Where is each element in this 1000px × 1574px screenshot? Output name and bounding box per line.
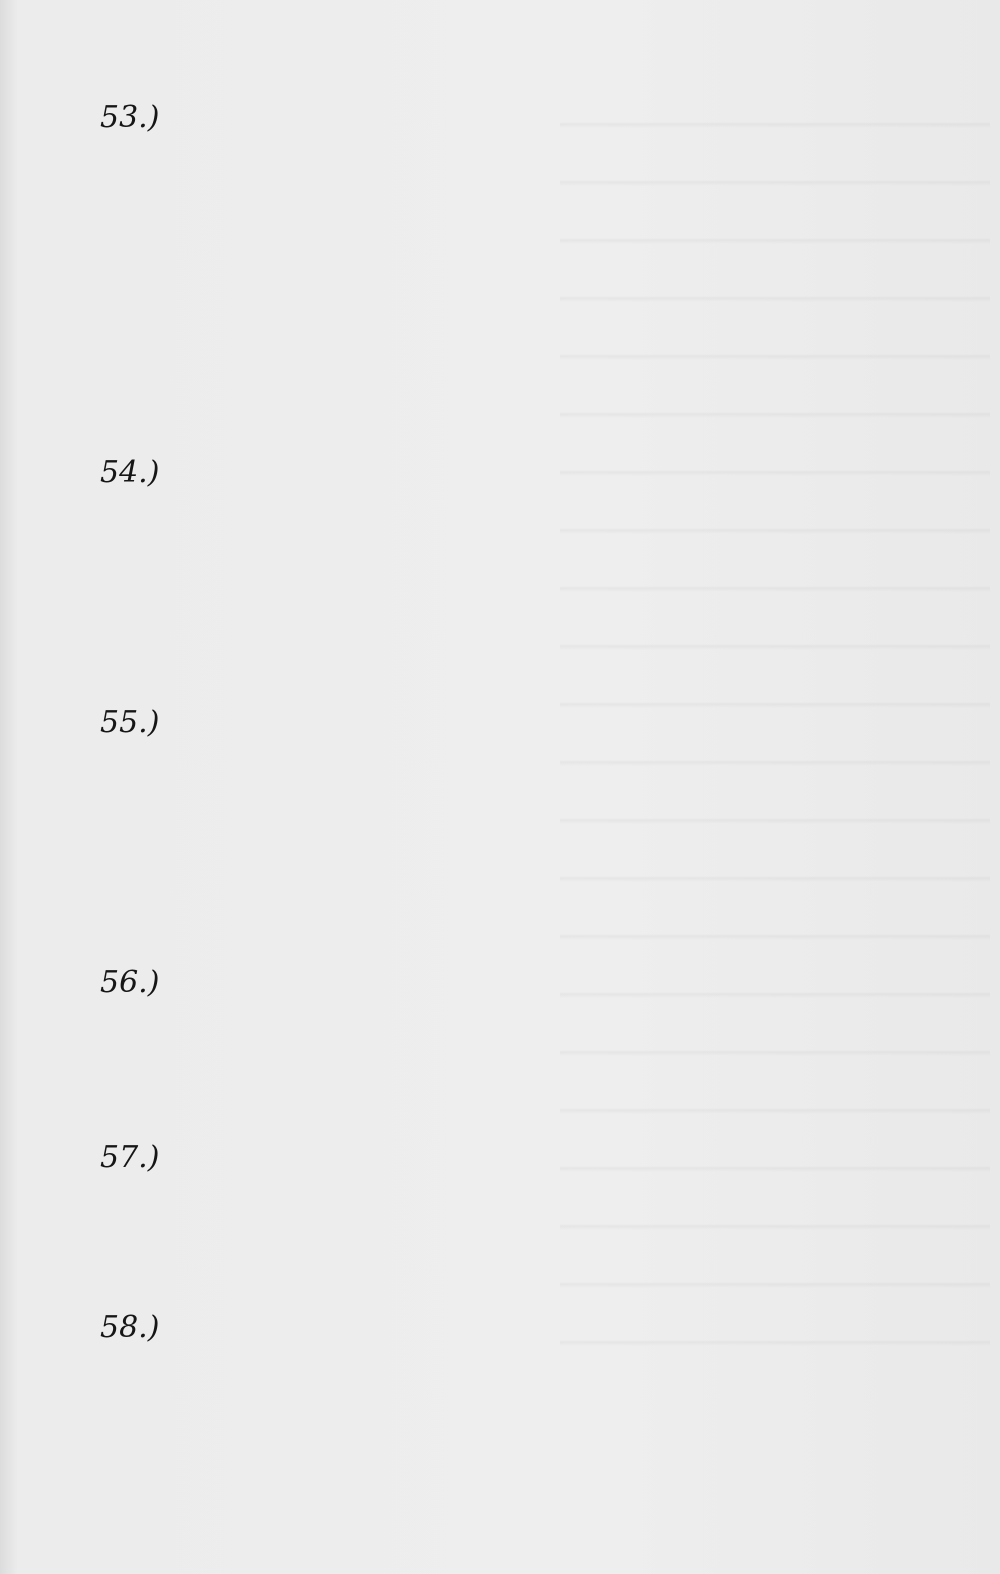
entry-number: 56.) bbox=[100, 965, 160, 1000]
entry-56 bbox=[100, 965, 960, 1006]
entry-57 bbox=[100, 1140, 960, 1181]
entry-55 bbox=[100, 705, 960, 746]
entry-number: 54.) bbox=[100, 455, 160, 490]
entry-head bbox=[100, 1140, 960, 1175]
entry-head bbox=[100, 455, 960, 490]
entry-58 bbox=[100, 1310, 960, 1351]
entry-head bbox=[100, 100, 960, 135]
entry-number: 55.) bbox=[100, 705, 160, 740]
entry-head bbox=[100, 965, 960, 1000]
entry-head bbox=[100, 1310, 960, 1345]
entry-number: 58.) bbox=[100, 1310, 160, 1345]
entry-54 bbox=[100, 455, 960, 496]
entry-number: 53.) bbox=[100, 100, 160, 135]
entry-head bbox=[100, 705, 960, 740]
entry-53 bbox=[100, 100, 960, 149]
entry-number: 57.) bbox=[100, 1140, 160, 1175]
